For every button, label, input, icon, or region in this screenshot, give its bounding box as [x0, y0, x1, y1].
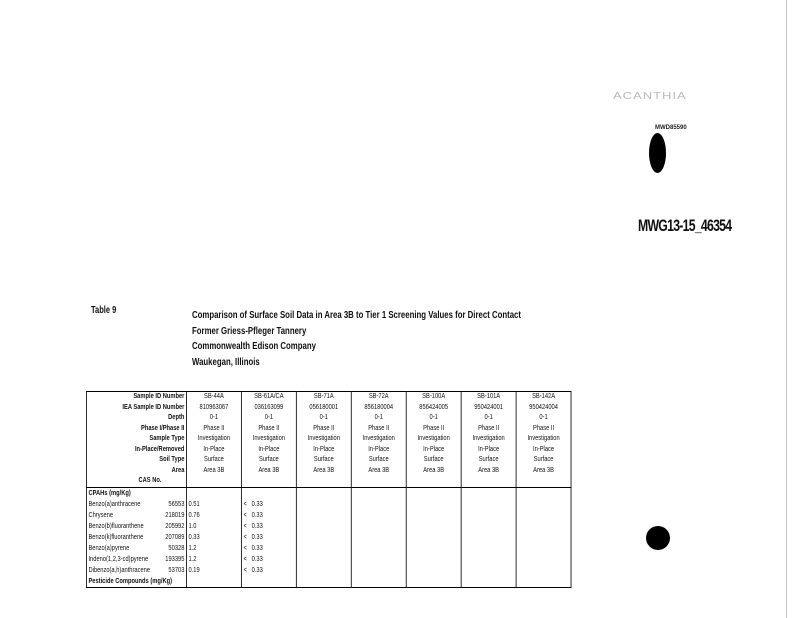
analyte-row: Benzo(a)anthracene 56553 — [88, 500, 185, 508]
empty-cell — [351, 487, 406, 587]
analyte-row: Dibenzo(a,h)anthracene 53703 — [88, 566, 185, 574]
table-title-block — [192, 308, 521, 370]
empty-cell — [516, 487, 571, 587]
analyte-row: Benzo(b)fluoranthene 205992 — [88, 522, 185, 530]
header-label: Phase I/Phase II — [141, 424, 185, 432]
title-line: Commonwealth Edison Company — [192, 341, 316, 352]
analyte-row: Chrysene 218019 — [88, 511, 185, 519]
analyte-row: Benzo(a)pyrene 50328 — [88, 544, 185, 552]
header-label: Depth — [168, 414, 185, 421]
sample-column: SB-100A 856424005 0-1 Phase II Investigation In-Place Surface Area 3B — [406, 392, 461, 488]
empty-cell — [296, 487, 351, 587]
empty-cell — [461, 487, 516, 587]
table-number: Table 9 — [91, 305, 117, 316]
title-line: Former Griess-Pfleger Tannery — [192, 325, 307, 337]
analyte-row: Indeno(1,2,3-cd)pyrene 193395 — [88, 555, 185, 563]
sample-column: SB-72A 856180004 0-1 Phase II Investigation In-Place Surface Area 3B — [351, 392, 406, 488]
page-edge — [786, 0, 787, 618]
header-label: Sample Type — [149, 435, 185, 442]
header-label: In-Place/Removed — [134, 445, 185, 453]
sample-values: 0.51 0.76 1.0 0.33 1.2 1.2 0.19 — [186, 487, 241, 587]
stamp-label: MWD85590 — [655, 125, 687, 131]
header-label: CAS No. — [138, 477, 162, 484]
table-body — [86, 487, 571, 587]
group-heading: Pesticide Compounds (mg/Kg) — [88, 577, 173, 585]
document-id-stamp: MWG13-15_46354 — [638, 216, 732, 235]
header-label: Soil Type — [159, 456, 185, 463]
title-line: Comparison of Surface Soil Data in Area 3B to Tier 1 Screening Values for Direct Contact — [192, 310, 521, 321]
header-label: Sample ID Number — [133, 393, 185, 400]
analyte-row: Benzo(k)fluoranthene 207089 — [88, 533, 185, 541]
sample-column: SB-142A 950424004 0-1 Phase II Investigation In-Place Surface Area 3B — [516, 392, 571, 488]
soil-data-table — [86, 391, 571, 588]
sample-column: SB-44A 810963067 0-1 Phase II Investigation In-Place Surface Area 3B — [186, 392, 241, 488]
punch-hole — [646, 526, 670, 550]
header-label: Area — [171, 466, 185, 474]
empty-cell — [406, 487, 461, 587]
analyte-names — [86, 487, 186, 587]
group-heading: CPAHs (mg/Kg) — [88, 489, 131, 497]
sample-column: SB-71A 056180001 0-1 Phase II Investigation In-Place Surface Area 3B — [296, 392, 351, 488]
header-labels — [86, 392, 186, 488]
header-row — [86, 392, 571, 488]
title-line: Waukegan, Illinois — [192, 356, 260, 368]
sample-column: SB-61A/CA 036163099 0-1 Phase II Investigation In-Place Surface Area 3B — [241, 392, 296, 488]
ink-blot — [649, 133, 666, 173]
sample-column: SB-101A 950424001 0-1 Phase II Investigation In-Place Surface Area 3B — [461, 392, 516, 488]
sample-values: < 0.33 < 0.33 < 0.33 < 0.33 < 0.33 < 0.33 < 0.33 — [241, 487, 296, 587]
faint-stamp: ACANTHIA — [613, 89, 687, 102]
header-label: IEA Sample ID Number — [122, 403, 185, 411]
